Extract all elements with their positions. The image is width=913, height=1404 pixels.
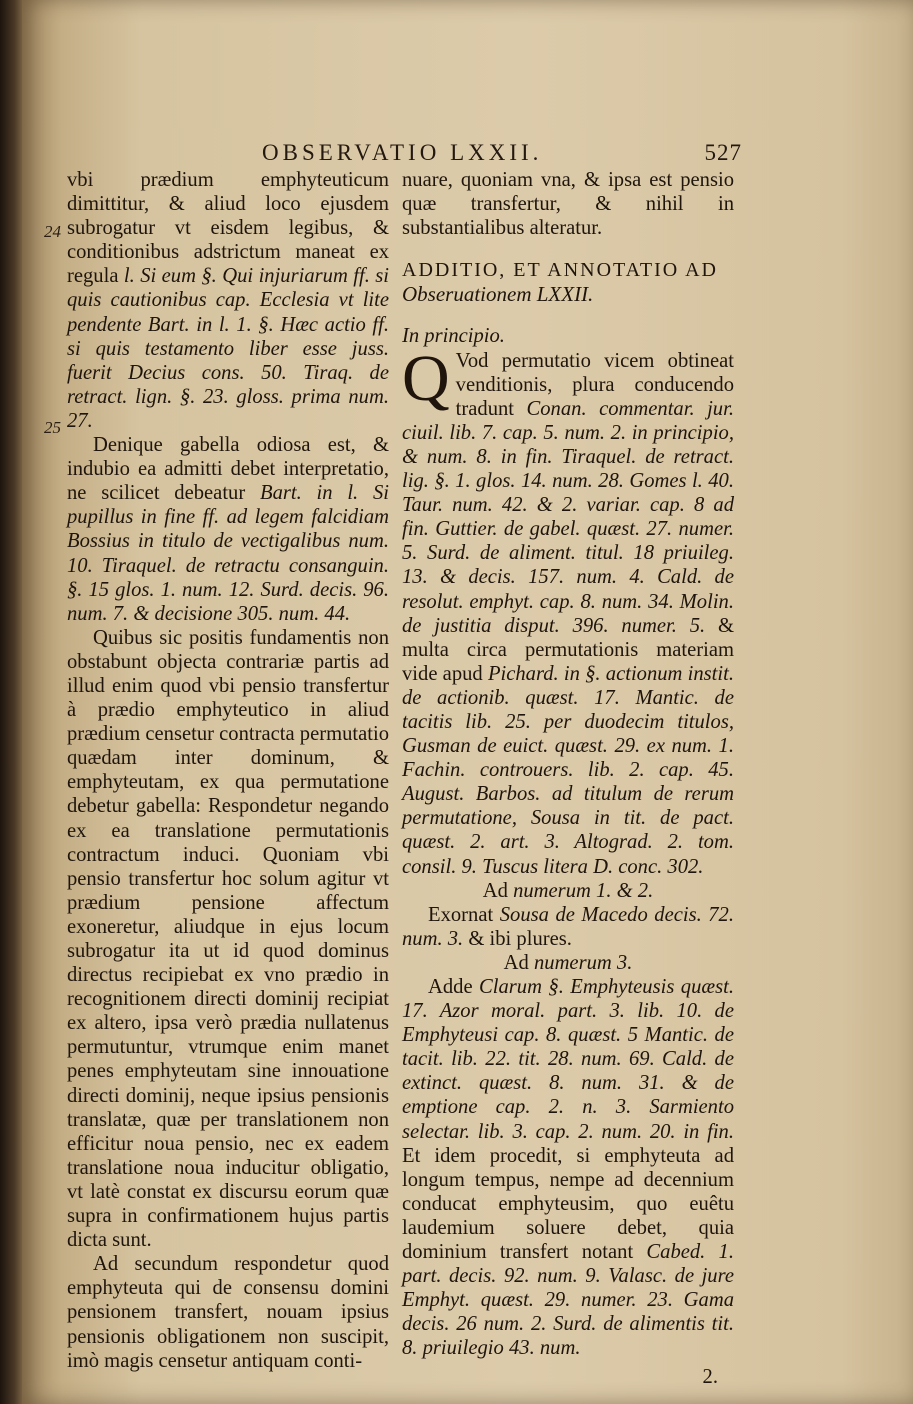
margin-number-25: 25 [44, 418, 61, 437]
page-number: 527 [704, 140, 742, 165]
section2-prefix: Ad [482, 879, 508, 902]
running-title: OBSERVATIO LXXII. [262, 140, 543, 165]
right-paragraph-1: nuare, quoniam vna, & ipsa est pensio quæ transfertur, & nihil in substantialibus alteratur. [402, 169, 734, 240]
section-numerum-3 [402, 951, 734, 975]
addition-heading: ADDITIO, ET ANNOTATIO AD [402, 259, 718, 282]
addition-subheading: Obseruationem LXXII. [402, 282, 594, 307]
section3-prefix: Ad [503, 951, 529, 974]
adde-paragraph [402, 975, 734, 1361]
adde-citation: Clarum §. Emphyteusis quæst. 17. Azor moral. part. 3. lib. 10. de Emphyteusi cap. 8. quæst. 5 Mantic. de tacit. lib. 22. tit. 28. num. 69. Cald. de extinct. quæst. 8. num. 31. & de emptione cap. 2. n. 3. Sarmiento selectar. lib. 3. cap. 2. num. 20. in fin. [402, 976, 734, 1143]
dropcap-letter: Q [402, 341, 450, 415]
left-paragraph-4: Ad secundum respondetur quod emphyteuta qui de consensu domini pensionem transfert, nouam ipsius pensionis obligationem non suscipit, imò magis censetur antiquam conti- [67, 1253, 389, 1372]
exornat-citation: Sousa de Macedo decis. 72. num. 3. [402, 903, 734, 950]
section-numerum-1-2 [402, 879, 734, 903]
left-p2-citation: Bart. in l. Si pupillus in fine ff. ad legem falcidiam Bossius in titulo de vectigalibus num. 10. Tiraquel. de retractu consanguin. §. 15 glos. 1. num. 12. Surd. decis. 96. num. 7. & decisione 305. num. 44. [67, 482, 389, 625]
left-paragraph-1 [67, 168, 389, 433]
left-p1-text: vbi prædium emphyteuticum dimittitur, & aliud loco ejusdem subrogatur vt eisdem legibus, & conditionibus adstrictum maneat ex regula [67, 169, 389, 288]
adde-tail: Et idem procedit, si emphyteuta ad longum tempus, nempe ad decennium conducat emphyteusim, quo euêtu laudemium soluere debet, quia dominium transfert notant [402, 1144, 734, 1264]
section2-label: numerum 1. & 2. [513, 879, 654, 902]
section-in-principio: In principio. [402, 325, 505, 348]
exornat-tail: & ibi plures. [468, 927, 572, 950]
q-citation-2: Pichard. in §. actionum instit. de actionib. quæst. 17. Mantic. de tacitis lib. 25. per duodecim titulos, Gusman de euict. quæst. 29. ex num. 1. Fachin. controuers. lib. 2. cap. 45. August. Barbos. ad titulum de rerum permutatione, Sousa in tit. de pact. quæst. 2. art. 3. Altograd. 2. tom. consil. 9. Tuscus litera D. conc. 302. [402, 662, 734, 878]
left-paragraph-2 [67, 433, 389, 626]
q-text-2: & multa circa permutationis materiam vide apud [402, 614, 734, 685]
right-column [402, 168, 734, 1389]
left-p2-text: Denique gabella odiosa est, & indubio ea admitti debet interpretatio, ne scilicet debeatur [67, 434, 389, 505]
left-p1-citation: l. Si eum §. Qui injuriarum ff. si quis cautionibus cap. Ecclesia vt lite pendente Bart. in l. 1. §. Hæc actio ff. si quis testamento liber esse juss. fuerit Decius cons. 50. Tiraq. de retract. lign. §. 23. gloss. prima num. 27. [67, 265, 390, 432]
left-column [67, 168, 389, 1373]
catchword: 2. [702, 1365, 718, 1388]
running-head [262, 138, 742, 172]
adde-citation-2: Cabed. 1. part. decis. 92. num. 9. Valasc. de jure Emphyt. quæst. 29. numer. 23. Gama decis. 26 num. 2. Surd. de alimentis tit. 8. priuilegio 43. num. [402, 1241, 734, 1360]
dropcap-paragraph [402, 341, 734, 879]
margin-number-24: 24 [44, 222, 61, 241]
q-citation: Conan. commentar. jur. ciuil. lib. 7. cap. 5. num. 2. in principio, & num. 8. in fin. Tiraquel. de retract. lig. §. 1. glos. 14. num. 28. Gomes l. 40. Taur. num. 42. & 2. variar. cap. 8 ad fin. Guttier. de gabel. quæst. 27. numer. 5. Surd. de aliment. titul. 18 priuileg. 13. & decis. 157. num. 4. Cald. de resolut. emphyt. cap. 8. num. 34. Molin. de justitia disput. 396. numer. 5. [402, 397, 734, 637]
q-text: Vod permutatio vicem obtineat venditionis, plura conducendo tradunt [455, 349, 734, 420]
exornat-text: Exornat [428, 903, 494, 926]
left-paragraph-3: Quibus sic positis fundamentis non obstabunt objecta contrariæ partis ad illud enim quod vbi pensio transfertur à prædio emphyteutico in aliud prædium censetur contracta permutatio quædam inter dominum, & emphyteutam, ex qua permutatione debetur gabella: Respondetur negando ex ea translatione permutationis contractum induci. Quoniam vbi pensio transfertur hoc solum agitur vt prædium pensione affectum exoneretur, aliudque in ejus locum subrogatur ita ut id quod dominus directus recipiebat ex vno prædio in recognitionem directi dominij recipiat ex altero, ipsa verò prædia nullatenus permutuntur, vtrumque enim manet penes emphyteutam sine innouatione directi dominij, neque ipsius pensionis translatæ, quæ per translationem non efficitur noua pensio, nec ex eadem translatione noua inducitur obligatio, vt latè constat ex discursu eorum quæ supra in confirmationem hujus partis dicta sunt. [67, 626, 389, 1252]
exornat-paragraph [402, 903, 734, 951]
section3-label: numerum 3. [533, 951, 633, 974]
adde-text: Adde [428, 976, 473, 998]
